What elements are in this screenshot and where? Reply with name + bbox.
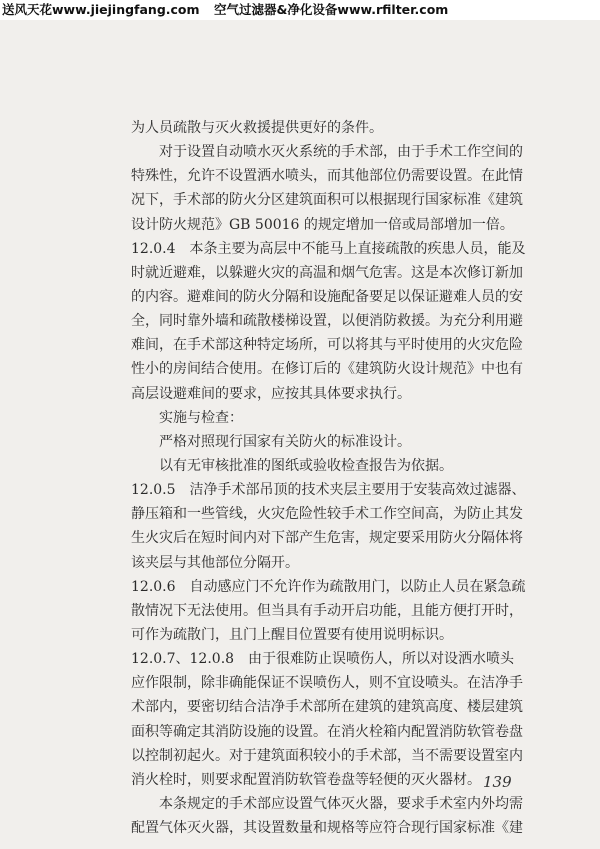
text-line: 该夹层与其他部位分隔开。	[131, 554, 299, 571]
text-line: 高层设避难间的要求，应按其具体要求执行。	[131, 385, 411, 402]
text-line: 可作为疏散门，且门上醒目位置要有使用说明标识。	[131, 626, 453, 643]
text-line: 特殊性，允许不设置洒水喷头，而其他部位仍需要设置。在此情	[131, 168, 523, 185]
text-line: 为人员疏散与灭火救援提供更好的条件。	[131, 120, 383, 136]
text-line: 术部内，要密切结合洁净手术部所在建筑的建筑高度、楼层建筑	[131, 699, 523, 716]
text-line: 以控制初起火。对于建筑面积较小的手术部，当不需要设置室内	[131, 747, 523, 764]
text-line: 设计防火规范》GB 50016 的规定增加一倍或局部增加一倍。	[131, 216, 514, 233]
text-line: 面积等确定其消防设施的设置。在消火栓箱内配置消防软管卷盘	[131, 723, 523, 740]
text-line: 严格对照现行国家有关防火的标准设计。	[159, 433, 411, 450]
text-line: 时就近避难，以躲避火灾的高温和烟气危害。这是本次修订新加	[131, 264, 523, 281]
text-line: 12.0.7、12.0.8 由于很难防止误喷伤人，所以对设洒水喷头	[131, 651, 515, 668]
text-line: 的内容。避难间的防火分隔和设施配备要足以保证避难人员的安	[131, 288, 523, 305]
text-line: 静压箱和一些管线，火灾危险性较手术工作空间高，为防止其发	[131, 506, 523, 523]
watermark-banner	[0, 0, 600, 20]
text-line: 应作限制，除非确能保证不误喷伤人，则不宜设喷头。在洁净手	[131, 675, 523, 692]
watermark-right: 空气过滤器&净化设备www.rfilter.com	[214, 2, 449, 17]
text-line: 实施与检查：	[159, 409, 243, 426]
text-line: 对于设置自动喷水灭火系统的手术部，由于手术工作空间的	[159, 144, 523, 161]
text-line: 难间，在手术部这种特定场所，可以将其与平时使用的火灾危险	[131, 337, 523, 354]
body-text	[131, 116, 540, 840]
text-line: 12.0.6 自动感应门不允许作为疏散用门，以防止人员在紧急疏	[131, 578, 526, 595]
text-line: 本条规定的手术部应设置气体灭火器，要求手术室内外均需	[159, 795, 523, 812]
text-line: 散情况下无法使用。但当具有手动开启功能，且能方便打开时，	[131, 602, 523, 619]
watermark-left: 送风天花www.jiejingfang.com	[2, 2, 200, 17]
text-line: 性小的房间结合使用。在修订后的《建筑防火设计规范》中也有	[131, 361, 523, 378]
text-line: 况下，手术部的防火分区建筑面积可以根据现行国家标准《建筑	[131, 192, 523, 209]
text-line: 以有无审核批准的图纸或验收检查报告为依据。	[159, 457, 453, 474]
text-line: 12.0.4 本条主要为高层中不能马上直接疏散的疾患人员，能及	[131, 240, 526, 257]
text-line: 生火灾后在短时间内对下部产生危害，规定要采用防火分隔体将	[131, 530, 523, 547]
text-line: 配置气体灭火器，其设置数量和规格等应符合现行国家标准《建	[131, 820, 523, 837]
text-line: 消火栓时，则要求配置消防软管卷盘等轻便的灭火器材。	[131, 771, 481, 788]
page-number: 139	[483, 773, 512, 791]
text-line: 12.0.5 洁净手术部吊顶的技术夹层主要用于安装高效过滤器、	[131, 482, 526, 499]
text-line: 全，同时靠外墙和疏散楼梯设置，以便消防救援。为充分利用避	[131, 313, 523, 330]
